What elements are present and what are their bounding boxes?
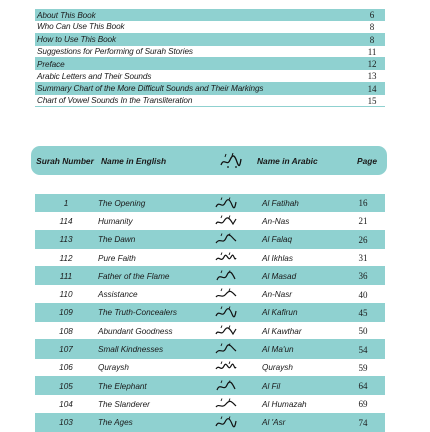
surah-name-english: Assistance — [98, 290, 138, 300]
surah-name-english: The Dawn — [98, 235, 136, 245]
surah-page: 74 — [358, 417, 368, 428]
toc-page-number: 15 — [367, 95, 377, 106]
toc-row — [35, 95, 385, 107]
surah-row — [35, 377, 385, 395]
toc-title: About This Book — [37, 10, 96, 20]
header-surah-number: Surah Number — [36, 155, 94, 166]
surah-name-english: The Slanderer — [98, 399, 150, 409]
surah-number: 105 — [59, 381, 73, 391]
front-matter-list — [35, 9, 385, 107]
surah-name-english: Father of the Flame — [98, 271, 170, 281]
toc-page-number: 8 — [369, 34, 375, 45]
surah-name-arabic: Al Fil — [262, 381, 281, 391]
surah-row — [35, 395, 385, 413]
toc-title: Chart of Vowel Sounds In the Transliteration — [37, 96, 193, 106]
surah-page: 45 — [358, 307, 368, 318]
calligraphy-name-icon — [206, 340, 246, 358]
surah-page: 16 — [358, 198, 368, 209]
toc-page-number: 13 — [367, 71, 377, 82]
surah-row — [35, 304, 385, 322]
toc-page-number: 11 — [367, 46, 377, 57]
surah-name-arabic: An-Nas — [262, 216, 290, 226]
surah-name-arabic: Al Ikhlas — [262, 253, 293, 263]
surah-name-english: Abundant Goodness — [98, 326, 173, 336]
calligraphy-name-icon — [206, 212, 246, 230]
toc-title: Arabic Letters and Their Sounds — [37, 71, 152, 81]
toc-row — [35, 21, 385, 33]
toc-row — [35, 34, 385, 46]
calligraphy-name-icon — [206, 231, 246, 249]
surah-page: 54 — [358, 344, 368, 355]
calligraphy-name-icon — [206, 322, 246, 340]
toc-page-number: 8 — [369, 21, 375, 32]
surah-number: 111 — [59, 271, 73, 281]
surah-number: 114 — [59, 216, 73, 226]
surah-number: 107 — [59, 345, 73, 355]
toc-title: Preface — [37, 59, 65, 69]
header-page: Page — [356, 155, 378, 166]
surah-name-english: The Ages — [98, 418, 133, 428]
surah-name-english: Pure Faith — [98, 253, 136, 263]
toc-row — [35, 46, 385, 58]
surah-name-arabic: Al Kafirun — [262, 308, 298, 318]
surah-row — [35, 267, 385, 285]
calligraphy-name-icon — [206, 414, 246, 432]
surah-page: 31 — [358, 253, 368, 264]
surah-name-english: The Truth-Concealers — [98, 308, 178, 318]
toc-row — [35, 9, 385, 21]
calligraphy-name-icon — [206, 249, 246, 267]
surah-name-english: The Opening — [98, 198, 146, 208]
surah-name-english: Humanity — [98, 216, 133, 226]
surah-row — [35, 414, 385, 432]
header-name-arabic: Name in Arabic — [257, 155, 318, 166]
surah-page: 50 — [358, 326, 368, 337]
toc-row — [35, 70, 385, 82]
toc-title: Who Can Use This Book — [37, 22, 125, 32]
toc-title: Summary Chart of the More Difficult Sounds and Their Markings — [37, 84, 264, 94]
surah-number: 106 — [59, 363, 73, 373]
toc-page-number: 12 — [367, 59, 377, 70]
surah-row — [35, 194, 385, 212]
surah-row — [35, 231, 385, 249]
surah-name-arabic: Al Kawthar — [262, 326, 302, 336]
surah-name-arabic: Al Falaq — [262, 235, 293, 245]
calligraphy-name-icon — [206, 395, 246, 413]
toc-title: How to Use This Book — [37, 35, 116, 45]
surah-name-english: Small Kindnesses — [98, 345, 164, 355]
surah-number: 1 — [63, 198, 69, 208]
surah-number: 104 — [59, 399, 73, 409]
surah-table-body — [35, 194, 385, 432]
surah-name-arabic: Al Fatihah — [262, 198, 299, 208]
surah-number: 110 — [59, 290, 73, 300]
surah-table-header — [31, 146, 387, 175]
surah-page: 36 — [358, 271, 368, 282]
surah-page: 40 — [358, 289, 368, 300]
surah-page: 59 — [358, 362, 368, 373]
surah-number: 109 — [59, 308, 73, 318]
surah-row — [35, 359, 385, 377]
surah-name-arabic: Al Masad — [262, 271, 297, 281]
calligraphy-name-icon — [206, 304, 246, 322]
surah-row — [35, 249, 385, 267]
surah-row — [35, 322, 385, 340]
surah-page: 64 — [358, 381, 368, 392]
toc-title: Suggestions for Performing of Surah Stories — [37, 47, 193, 57]
header-calligraphy-emblem-icon — [211, 146, 251, 175]
surah-page: 21 — [358, 216, 368, 227]
toc-page-number: 14 — [367, 83, 377, 94]
surah-page: 26 — [358, 234, 368, 245]
surah-row — [35, 212, 385, 230]
calligraphy-name-icon — [206, 267, 246, 285]
calligraphy-name-icon — [206, 377, 246, 395]
calligraphy-name-icon — [206, 359, 246, 377]
surah-name-arabic: Quraysh — [262, 363, 293, 373]
surah-row — [35, 340, 385, 358]
surah-number: 113 — [59, 235, 73, 245]
calligraphy-name-icon — [206, 194, 246, 212]
header-name-english: Name in English — [101, 155, 167, 166]
surah-name-english: Quraysh — [98, 363, 129, 373]
surah-number: 112 — [59, 253, 73, 263]
calligraphy-name-icon — [206, 285, 246, 303]
surah-number: 108 — [59, 326, 73, 336]
surah-name-arabic: Al Ma'un — [262, 345, 294, 355]
surah-name-english: The Elephant — [98, 381, 147, 391]
surah-name-arabic: Al Humazah — [262, 399, 307, 409]
toc-row — [35, 83, 385, 95]
surah-number: 103 — [59, 418, 73, 428]
surah-page: 69 — [358, 399, 368, 410]
surah-name-arabic: An-Nasr — [262, 290, 293, 300]
surah-row — [35, 285, 385, 303]
surah-name-arabic: Al 'Asr — [262, 418, 286, 428]
toc-row — [35, 58, 385, 70]
toc-page-number: 6 — [369, 10, 375, 21]
